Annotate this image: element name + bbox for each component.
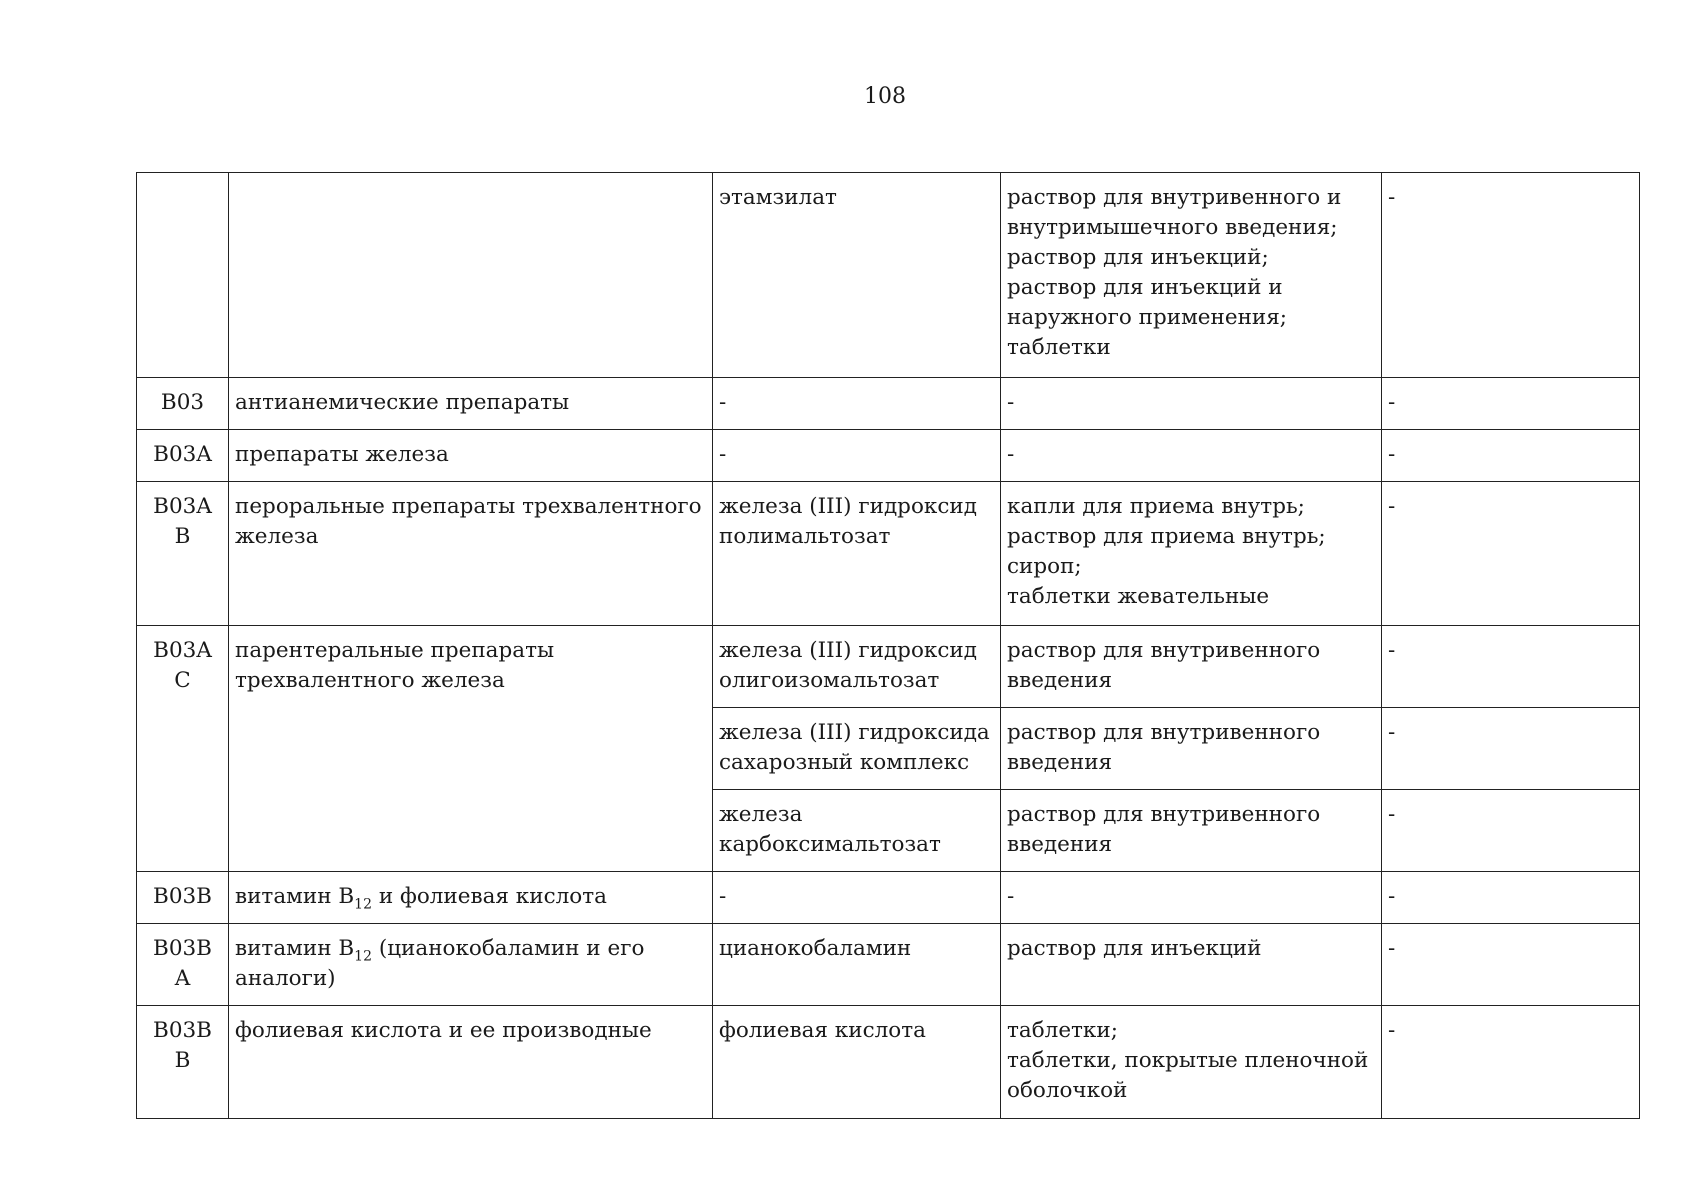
table-row (137, 482, 1640, 626)
group-line: аналоги) (235, 966, 336, 991)
dosage-form-line: сироп; (1007, 554, 1082, 579)
atc-code-line: B03B (153, 936, 212, 961)
atc-code-cell (137, 482, 229, 626)
inn-cell: - (713, 872, 1001, 924)
inn-cell (713, 626, 1001, 708)
note-cell: - (1382, 1006, 1640, 1119)
group-text: (цианокобаламин и его (372, 936, 645, 961)
group-line (235, 934, 706, 964)
dosage-form-line: раствор для внутривенного (1007, 720, 1321, 745)
dosage-form-line: раствор для внутривенного (1007, 802, 1321, 827)
group-cell: препараты железа (229, 430, 713, 482)
dosage-forms-cell: раствор для инъекций (1001, 924, 1382, 1006)
group-line: железа (235, 524, 319, 549)
inn-line: железа (III) гидроксида (719, 720, 990, 745)
group-cell (229, 173, 713, 378)
atc-code-cell (137, 626, 229, 872)
atc-code-cell (137, 173, 229, 378)
atc-code-line: A (174, 966, 191, 991)
inn-line: железа (III) гидроксид (719, 638, 977, 663)
atc-code-line: B (174, 524, 191, 549)
dosage-forms-cell (1001, 482, 1382, 626)
subscript: 12 (354, 896, 372, 913)
atc-code-cell: B03B (137, 872, 229, 924)
atc-code-line: B (174, 1048, 191, 1073)
table-row (137, 378, 1640, 430)
dosage-form-line: раствор для приема внутрь; (1007, 524, 1326, 549)
dosage-forms-cell (1001, 626, 1382, 708)
atc-code-cell (137, 1006, 229, 1119)
inn-cell: цианокобаламин (713, 924, 1001, 1006)
table-row (137, 1006, 1640, 1119)
note-cell: - (1382, 378, 1640, 430)
subscript: 12 (354, 948, 372, 965)
group-text: витамин B (235, 936, 355, 961)
dosage-form-line: оболочкой (1007, 1078, 1128, 1103)
table-row (137, 430, 1640, 482)
inn-cell: фолиевая кислота (713, 1006, 1001, 1119)
dosage-forms-cell (1001, 173, 1382, 378)
dosage-forms-cell: - (1001, 378, 1382, 430)
dosage-form-line: введения (1007, 668, 1113, 693)
group-cell: фолиевая кислота и ее производные (229, 1006, 713, 1119)
dosage-form-line: внутримышечного введения; (1007, 215, 1338, 240)
dosage-form-line: капли для приема внутрь; (1007, 494, 1305, 519)
atc-code-line: B03B (153, 1018, 212, 1043)
inn-line: железа (719, 802, 803, 827)
table-row (137, 924, 1640, 1006)
dosage-forms-cell (1001, 1006, 1382, 1119)
dosage-form-line: раствор для инъекций и (1007, 275, 1283, 300)
atc-code-cell: B03A (137, 430, 229, 482)
inn-cell (713, 790, 1001, 872)
atc-code-cell (137, 924, 229, 1006)
atc-code-line: B03A (153, 638, 212, 663)
atc-code-line: C (174, 668, 191, 693)
group-cell (229, 482, 713, 626)
dosage-form-line: раствор для внутривенного и (1007, 185, 1342, 210)
inn-line: железа (III) гидроксид (719, 494, 977, 519)
note-cell: - (1382, 708, 1640, 790)
page-number: 108 (864, 84, 906, 109)
inn-cell: этамзилат (713, 173, 1001, 378)
dosage-form-line: наружного применения; (1007, 305, 1288, 330)
group-text: и фолиевая кислота (372, 884, 607, 909)
drug-table (136, 172, 1640, 1119)
table-row (137, 173, 1640, 378)
atc-code-line: B03A (153, 494, 212, 519)
dosage-form-line: таблетки (1007, 335, 1111, 360)
group-line: пероральные препараты трехвалентного (235, 494, 702, 519)
inn-line: полимальтозат (719, 524, 891, 549)
table-row (137, 872, 1640, 924)
dosage-forms-cell (1001, 708, 1382, 790)
note-cell: - (1382, 790, 1640, 872)
inn-cell: - (713, 378, 1001, 430)
dosage-forms-cell: - (1001, 872, 1382, 924)
note-cell: - (1382, 626, 1640, 708)
inn-line: олигоизомальтозат (719, 668, 940, 693)
atc-code-cell: B03 (137, 378, 229, 430)
inn-cell (713, 708, 1001, 790)
inn-line: карбоксимальтозат (719, 832, 941, 857)
note-cell: - (1382, 482, 1640, 626)
dosage-form-line: раствор для внутривенного (1007, 638, 1321, 663)
dosage-form-line: введения (1007, 750, 1113, 775)
dosage-form-line: раствор для инъекций; (1007, 245, 1269, 270)
note-cell: - (1382, 173, 1640, 378)
group-text: витамин B (235, 884, 355, 909)
dosage-form-line: таблетки, покрытые пленочной (1007, 1048, 1369, 1073)
inn-cell: - (713, 430, 1001, 482)
group-cell (229, 872, 713, 924)
group-cell: антианемические препараты (229, 378, 713, 430)
group-cell (229, 626, 713, 872)
dosage-forms-cell (1001, 790, 1382, 872)
dosage-forms-cell: - (1001, 430, 1382, 482)
dosage-form-line: таблетки жевательные (1007, 584, 1270, 609)
dosage-form-line: таблетки; (1007, 1018, 1118, 1043)
note-cell: - (1382, 872, 1640, 924)
group-line: трехвалентного железа (235, 668, 505, 693)
group-cell (229, 924, 713, 1006)
inn-cell (713, 482, 1001, 626)
dosage-form-line: введения (1007, 832, 1113, 857)
note-cell: - (1382, 430, 1640, 482)
group-line: парентеральные препараты (235, 638, 555, 663)
note-cell: - (1382, 924, 1640, 1006)
table-row (137, 626, 1640, 708)
inn-line: сахарозный комплекс (719, 750, 970, 775)
